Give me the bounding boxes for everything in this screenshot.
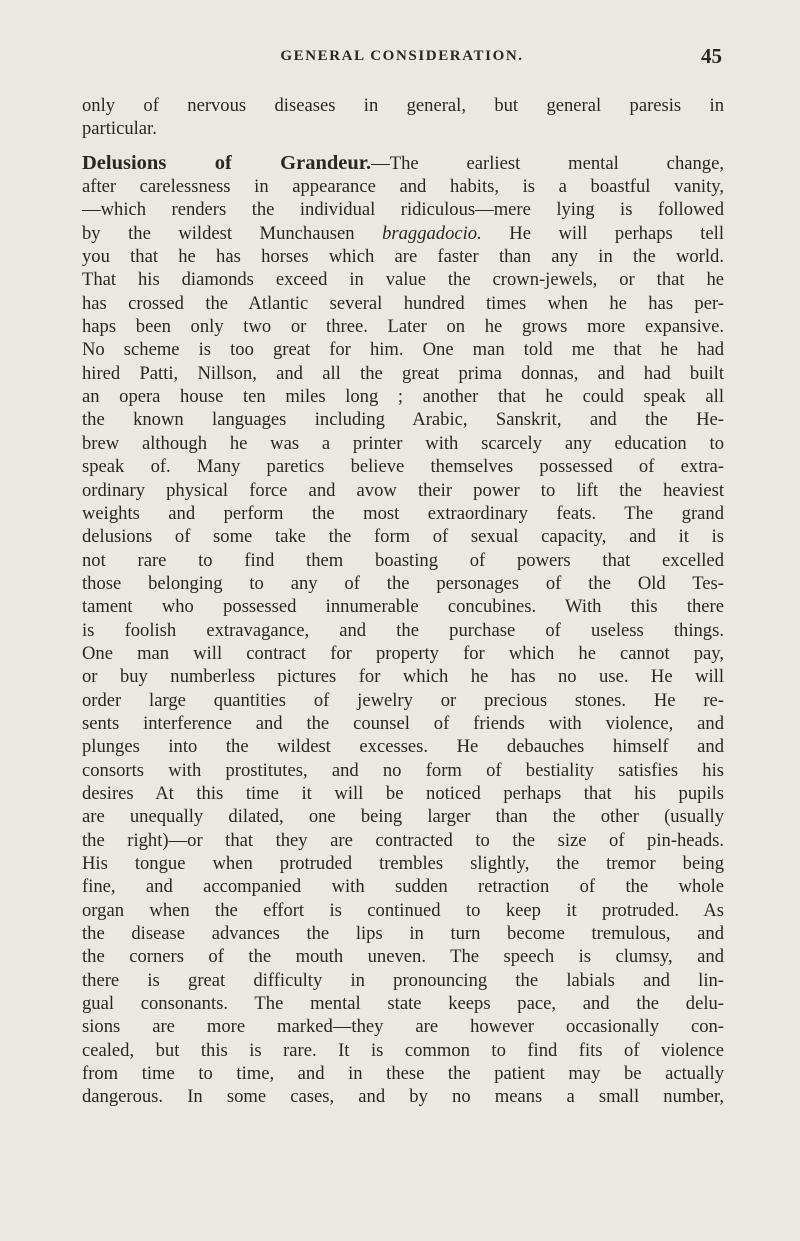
text-line: haps been only two or three. Later on he grows more expansive. xyxy=(82,316,724,338)
text-line: gual consonants. The mental state keeps pace, and the delu- xyxy=(82,993,724,1015)
text-line: His tongue when protruded trembles slightly, the tremor being xyxy=(82,853,724,874)
text-line: weights and perform the most extraordinary feats. The grand xyxy=(82,502,724,524)
text-line: is foolish extravagance, and the purchase of useless things. xyxy=(82,619,724,641)
text-line: desires At this time it will be noticed perhaps that his pupils xyxy=(82,782,724,804)
text-line: One man will contract for property for which he cannot pay, xyxy=(82,642,724,664)
text-line: those belonging to any of the personages of the Old Tes- xyxy=(82,572,724,594)
text-line: plunges into the wildest excesses. He debauches himself and xyxy=(82,736,724,758)
page-number: 45 xyxy=(701,44,722,68)
text-line: the corners of the mouth uneven. The speech is clumsy, and xyxy=(82,946,724,968)
text-line: That his diamonds exceed in value the crown-jewels, or that he xyxy=(82,269,724,291)
text-line: the right)—or that they are contracted to the size of pin-heads. xyxy=(82,829,724,851)
text-line: —which renders the individual ridiculous—mere lying is followed xyxy=(82,199,724,221)
text-segment: —The earliest mental change, xyxy=(371,152,724,174)
text-line xyxy=(82,222,724,245)
text-line: or buy numberless pictures for which he has no use. He will xyxy=(82,666,724,688)
text-line: sents interference and the counsel of friends with violence, and xyxy=(82,712,724,734)
text-line: delusions of some take the form of sexual capacity, and it is xyxy=(82,526,724,548)
text-line: fine, and accompanied with sudden retraction of the whole xyxy=(82,876,724,898)
text-line: hired Patti, Nillson, and all the great prima donnas, and had built xyxy=(82,362,724,384)
text-line: there is great difficulty in pronouncing the labials and lin- xyxy=(82,969,724,991)
running-head xyxy=(82,44,722,74)
text-line: particular. xyxy=(82,118,157,140)
text-segment: by the wildest Munchausen xyxy=(82,222,355,244)
text-line xyxy=(82,152,724,175)
text-line: tament who possessed innumerable concubines. With this there xyxy=(82,596,724,618)
text-segment: He will perhaps tell xyxy=(509,222,724,244)
text-line: consorts with prostitutes, and no form of bestiality satisfies his xyxy=(82,759,724,781)
text-line: has crossed the Atlantic several hundred times when he has per- xyxy=(82,292,724,314)
text-line: you that he has horses which are faster than any in the world. xyxy=(82,246,724,268)
text-line: from time to time, and in these the patient may be actually xyxy=(82,1063,724,1085)
text-line: organ when the effort is continued to keep it protruded. As xyxy=(82,899,724,921)
text-line: brew although he was a printer with scarcely any education to xyxy=(82,432,724,454)
text-line: the known languages including Arabic, Sanskrit, and the He- xyxy=(82,409,724,431)
text-line: sions are more marked—they are however occasionally con- xyxy=(82,1016,724,1038)
text-line: cealed, but this is rare. It is common to find fits of violence xyxy=(82,1039,724,1061)
text-line: speak of. Many paretics believe themselves possessed of extra- xyxy=(82,456,724,478)
text-line: ordinary physical force and avow their power to lift the heaviest xyxy=(82,479,724,501)
text-line: dangerous. In some cases, and by no means a small number, xyxy=(82,1086,724,1108)
text-line: not rare to find them boasting of powers that excelled xyxy=(82,549,724,571)
running-title: GENERAL CONSIDERATION. xyxy=(280,48,524,64)
text-line: are unequally dilated, one being larger than the other (usually xyxy=(82,806,724,828)
text-line: No scheme is too great for him. One man told me that he had xyxy=(82,339,724,361)
section-heading: Delusions of Grandeur. xyxy=(82,151,372,174)
text-line: after carelessness in appearance and habits, is a boastful vanity, xyxy=(82,176,724,198)
text-line: an opera house ten miles long ; another that he could speak all xyxy=(82,386,724,408)
italic-word: braggadocio. xyxy=(382,222,482,244)
text-line: order large quantities of jewelry or precious stones. He re- xyxy=(82,689,724,711)
text-line: only of nervous diseases in general, but general paresis in xyxy=(82,95,724,116)
text-line: the disease advances the lips in turn become tremulous, and xyxy=(82,923,724,945)
body-text xyxy=(82,94,724,1109)
